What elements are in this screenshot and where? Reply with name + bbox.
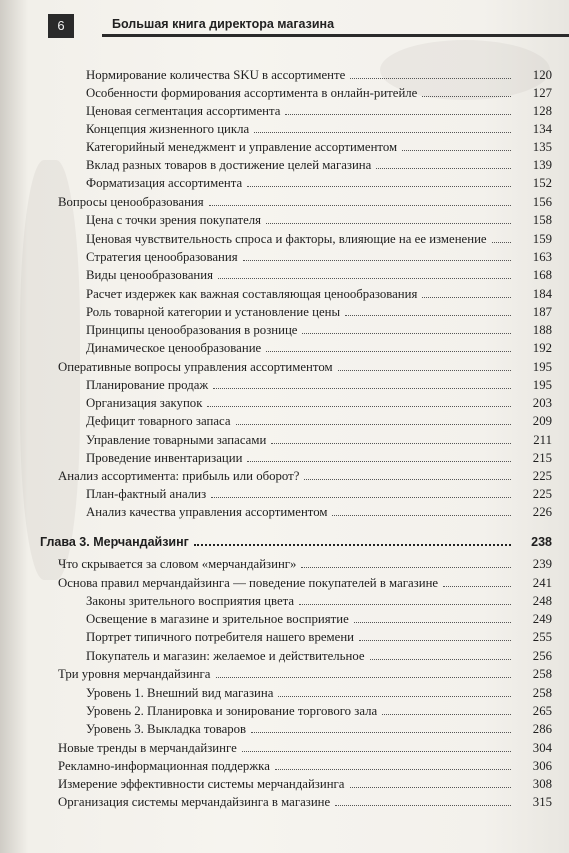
dot-leader [382, 713, 511, 715]
toc-entry-title: Рекламно-информационная поддержка [58, 759, 270, 773]
toc-entry-page: 163 [532, 250, 552, 264]
dot-leader [236, 423, 511, 425]
toc-subsection-entry [86, 686, 552, 701]
dot-leader [243, 259, 511, 261]
toc-section-entry [58, 741, 552, 756]
toc-subsection-entry [86, 140, 552, 155]
dot-leader [402, 149, 511, 151]
dot-leader [299, 603, 511, 605]
dot-leader [422, 95, 511, 97]
toc-section-entry [58, 667, 552, 682]
toc-entry-page: 209 [532, 414, 552, 428]
toc-entry-title: Ценовая чувствительность спроса и факторы, влияющие на ее изменение [86, 232, 487, 246]
toc-entry-title: Основа правил мерчандайзинга — поведение покупателей в магазине [58, 576, 439, 590]
toc-subsection-entry [86, 451, 552, 466]
toc-subsection-entry [86, 176, 552, 191]
toc-entry-title: Проведение инвентаризации [86, 451, 243, 465]
dot-leader [271, 442, 511, 444]
dot-leader [350, 786, 512, 788]
toc-subsection-entry [86, 86, 552, 101]
dot-leader [301, 566, 511, 568]
toc-entry-page: 128 [532, 104, 552, 118]
toc-entry-title: Категорийный менеджмент и управление ассортиментом [86, 140, 398, 154]
toc-entry-page: 158 [532, 213, 552, 227]
toc-entry-page: 211 [533, 433, 552, 447]
toc-entry-title: Организация закупок [86, 396, 203, 410]
toc-section-entry [58, 557, 552, 572]
toc-section-entry [58, 195, 552, 210]
toc-entry-page: 256 [532, 649, 552, 663]
toc-entry-page: 308 [532, 777, 552, 791]
toc-subsection-entry [86, 68, 552, 83]
toc-entry-page: 195 [532, 378, 552, 392]
toc-entry-title: Расчет издержек как важная составляющая ценообразования [86, 287, 418, 301]
toc-section-entry [58, 759, 552, 774]
toc-section-entry [58, 777, 552, 792]
dot-leader [304, 478, 511, 480]
toc-entry-page: 168 [532, 268, 552, 282]
toc-subsection-entry [86, 396, 552, 411]
toc-entry-page: 120 [532, 68, 552, 82]
toc-entry-title: Концепция жизненного цикла [86, 122, 250, 136]
toc-subsection-entry [86, 594, 552, 609]
dot-leader [266, 350, 511, 352]
dot-leader [376, 167, 511, 169]
toc-entry-title: Вопросы ценообразования [58, 195, 204, 209]
toc-subsection-entry [86, 250, 552, 265]
toc-chapter-entry [40, 535, 552, 549]
toc-entry-page: 159 [532, 232, 552, 246]
dot-leader [247, 460, 511, 462]
toc-entry-page: 192 [532, 341, 552, 355]
dot-leader [207, 405, 511, 407]
dot-leader [242, 750, 511, 752]
dot-leader [194, 543, 511, 546]
toc-entry-page: 203 [532, 396, 552, 410]
toc-entry-title: Цена с точки зрения покупателя [86, 213, 262, 227]
toc-entry-page: 286 [532, 722, 552, 736]
toc-entry-page: 258 [532, 686, 552, 700]
toc-entry-title: Портрет типичного потребителя нашего времени [86, 630, 355, 644]
dot-leader [492, 241, 511, 243]
toc-entry-title: Виды ценообразования [86, 268, 213, 282]
dot-leader [254, 131, 511, 133]
toc-entry-title: Уровень 3. Выкладка товаров [86, 722, 247, 736]
toc-section-entry [58, 360, 552, 375]
toc-entry-title: Дефицит товарного запаса [86, 414, 231, 428]
toc-entry-title: Освещение в магазине и зрительное восприятие [86, 612, 349, 626]
dot-leader [251, 731, 511, 733]
dot-leader [332, 514, 511, 516]
page-number: 6 [48, 14, 74, 38]
toc-entry-page: 225 [532, 469, 552, 483]
toc-entry-page: 225 [532, 487, 552, 501]
toc-subsection-entry [86, 722, 552, 737]
toc-section-entry [58, 576, 552, 591]
toc-entry-page: 139 [532, 158, 552, 172]
dot-leader [211, 496, 511, 498]
toc-section-entry [58, 469, 552, 484]
toc-subsection-entry [86, 213, 552, 228]
toc-subsection-entry [86, 414, 552, 429]
dot-leader [345, 314, 511, 316]
dot-leader [370, 658, 511, 660]
toc-entry-title: Законы зрительного восприятия цвета [86, 594, 295, 608]
toc-entry-title: Ценовая сегментация ассортимента [86, 104, 281, 118]
toc-entry-page: 135 [532, 140, 552, 154]
toc-entry-page: 188 [532, 323, 552, 337]
toc-entry-page: 215 [532, 451, 552, 465]
dot-leader [338, 369, 511, 371]
dot-leader [335, 804, 511, 806]
toc-entry-title: Вклад разных товаров в достижение целей магазина [86, 158, 372, 172]
dot-leader [302, 332, 511, 334]
toc-subsection-entry [86, 158, 552, 173]
toc-entry-title: Три уровня мерчандайзинга [58, 667, 211, 681]
toc-subsection-entry [86, 612, 552, 627]
toc-subsection-entry [86, 378, 552, 393]
toc-entry-title: Измерение эффективности системы мерчандайзинга [58, 777, 345, 791]
toc-entry-title: Динамическое ценообразование [86, 341, 262, 355]
dot-leader [285, 113, 511, 115]
toc-entry-title: Организация системы мерчандайзинга в магазине [58, 795, 331, 809]
toc-entry-title: Управление товарными запасами [86, 433, 267, 447]
toc-entry-title: Оперативные вопросы управления ассортиментом [58, 360, 333, 374]
toc-entry-title: Нормирование количества SKU в ассортименте [86, 68, 346, 82]
dot-leader [359, 639, 511, 641]
toc-entry-page: 255 [532, 630, 552, 644]
toc-entry-title: Что скрывается за словом «мерчандайзинг» [58, 557, 297, 571]
toc-subsection-entry [86, 341, 552, 356]
toc-entry-title: План-фактный анализ [86, 487, 207, 501]
toc-entry-page: 258 [532, 667, 552, 681]
toc-subsection-entry [86, 122, 552, 137]
dot-leader [350, 77, 511, 79]
toc-entry-title: Планирование продаж [86, 378, 209, 392]
dot-leader [216, 676, 512, 678]
toc-entry-title: Роль товарной категории и установление цены [86, 305, 341, 319]
toc-entry-page: 184 [532, 287, 552, 301]
header-rule [102, 34, 569, 37]
dot-leader [209, 204, 511, 206]
dot-leader [354, 621, 511, 623]
dot-leader [266, 222, 511, 224]
toc-entry-page: 241 [532, 576, 552, 590]
toc-entry-title: Анализ качества управления ассортиментом [86, 505, 328, 519]
toc-subsection-entry [86, 287, 552, 302]
toc-entry-title: Принципы ценообразования в рознице [86, 323, 298, 337]
toc-entry-page: 239 [532, 557, 552, 571]
toc-entry-page: 306 [532, 759, 552, 773]
toc-subsection-entry [86, 268, 552, 283]
toc-entry-title: Анализ ассортимента: прибыль или оборот? [58, 469, 300, 483]
dot-leader [247, 185, 511, 187]
toc-subsection-entry [86, 104, 552, 119]
toc-entry-page: 127 [532, 86, 552, 100]
toc-entry-page: 238 [531, 535, 552, 549]
dot-leader [443, 585, 511, 587]
toc-subsection-entry [86, 649, 552, 664]
page-header [40, 14, 569, 38]
toc-entry-title: Уровень 2. Планировка и зонирование торгового зала [86, 704, 378, 718]
toc-entry-page: 226 [532, 505, 552, 519]
toc-entry-title: Новые тренды в мерчандайзинге [58, 741, 237, 755]
toc-section-entry [58, 795, 552, 810]
toc-entry-title: Стратегия ценообразования [86, 250, 238, 264]
dot-leader [218, 277, 511, 279]
toc-subsection-entry [86, 704, 552, 719]
toc-entry-title: Особенности формирования ассортимента в онлайн-ритейле [86, 86, 418, 100]
toc-entry-page: 152 [532, 176, 552, 190]
toc-subsection-entry [86, 630, 552, 645]
toc-subsection-entry [86, 505, 552, 520]
dot-leader [213, 387, 511, 389]
toc-entry-title: Покупатель и магазин: желаемое и действительное [86, 649, 365, 663]
toc-entry-page: 315 [532, 795, 552, 809]
toc-entry-page: 156 [532, 195, 552, 209]
toc-entry-page: 134 [532, 122, 552, 136]
toc-entry-page: 248 [532, 594, 552, 608]
toc-entry-page: 195 [532, 360, 552, 374]
toc-subsection-entry [86, 433, 552, 448]
toc-subsection-entry [86, 305, 552, 320]
dot-leader [275, 768, 511, 770]
toc-entry-page: 187 [532, 305, 552, 319]
toc-subsection-entry [86, 323, 552, 338]
toc-subsection-entry [86, 232, 552, 247]
dot-leader [278, 695, 511, 697]
book-title: Большая книга директора магазина [112, 17, 335, 31]
dot-leader [422, 296, 511, 298]
toc-entry-page: 304 [532, 741, 552, 755]
toc-entry-title: Форматизация ассортимента [86, 176, 243, 190]
toc-entry-page: 249 [532, 612, 552, 626]
toc-subsection-entry [86, 487, 552, 502]
toc-entry-title: Уровень 1. Внешний вид магазина [86, 686, 274, 700]
toc-entry-title: Глава 3. Мерчандайзинг [40, 535, 189, 549]
toc-entry-page: 265 [532, 704, 552, 718]
